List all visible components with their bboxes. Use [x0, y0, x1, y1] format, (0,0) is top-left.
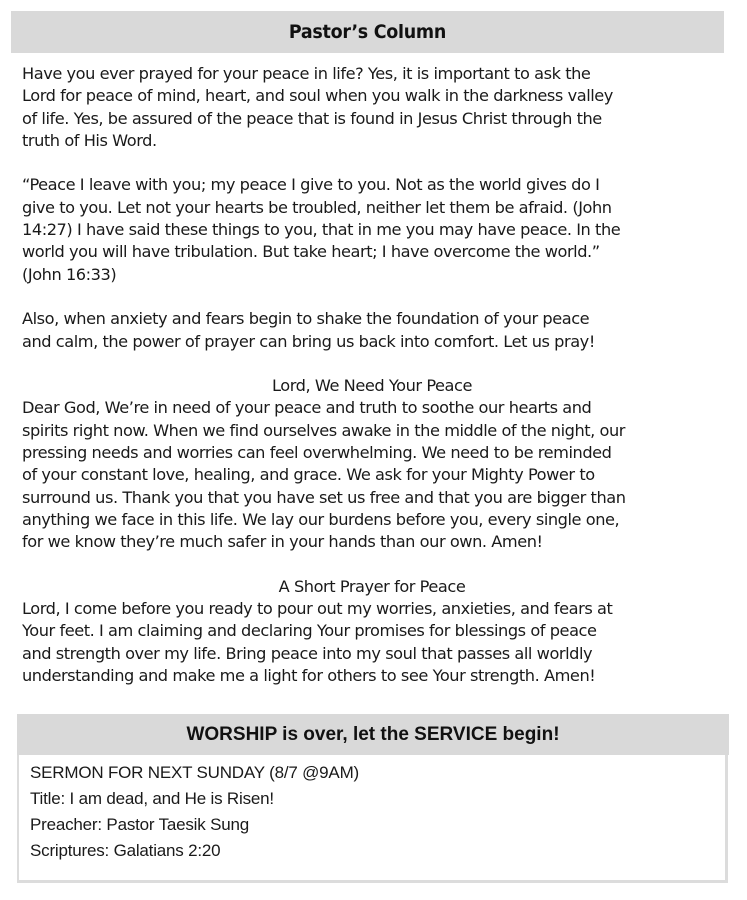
- transition-line: and calm, the power of prayer can bring us back into comfort. Let us pray!: [22, 331, 595, 351]
- sermon-info-box: [17, 755, 728, 883]
- pastors-column-header: [11, 11, 724, 53]
- sermon-preacher: Preacher: Pastor Taesik Sung: [30, 815, 249, 834]
- prayer-line: spirits right now. When we find ourselves awake in the middle of the night, our: [22, 420, 626, 440]
- sermon-title: Title: I am dead, and He is Risen!: [30, 789, 274, 808]
- intro-line: Have you ever prayed for your peace in life? Yes, it is important to ask the: [22, 64, 591, 83]
- intro-paragraph: [22, 63, 722, 152]
- service-banner: [17, 714, 729, 755]
- paragraph-spacer: [22, 554, 722, 576]
- quote-line: 14:27) I have said these things to you, that in me you may have peace. In the: [22, 220, 621, 240]
- prayer-line: pressing needs and worries can feel overwhelming. We need to be reminded: [22, 443, 612, 463]
- transition-paragraph: [22, 308, 722, 353]
- paragraph-spacer: [22, 152, 722, 174]
- pastors-column-body: [22, 63, 722, 687]
- prayer-line: and strength over my life. Bring peace into my soul that passes all worldly: [22, 643, 593, 663]
- prayer-line: Dear God, We’re in need of your peace and truth to soothe our hearts and: [22, 398, 592, 418]
- prayer-line: surround us. Thank you that you have set us free and that you are bigger than: [22, 487, 626, 507]
- service-banner-title: WORSHIP is over, let the SERVICE begin!: [186, 723, 560, 745]
- scripture-quote: [22, 174, 722, 285]
- sermon-scriptures: Scriptures: Galatians 2:20: [30, 841, 221, 860]
- pastors-column-title: Pastor’s Column: [288, 21, 447, 43]
- prayer-line: Lord, I come before you ready to pour out my worries, anxieties, and fears at: [22, 599, 613, 619]
- prayer-line: for we know they’re much safer in your hands than our own. Amen!: [22, 532, 543, 552]
- prayer-title: A Short Prayer for Peace: [278, 576, 466, 596]
- sermon-heading: SERMON FOR NEXT SUNDAY (8/7 @9AM): [30, 763, 359, 782]
- transition-line: Also, when anxiety and fears begin to shake the foundation of your peace: [22, 309, 590, 329]
- prayer-line: Your feet. I am claiming and declaring Your promises for blessings of peace: [22, 621, 597, 641]
- prayer-title: Lord, We Need Your Peace: [271, 376, 472, 396]
- prayer-line: anything we face in this life. We lay our burdens before you, every single one,: [22, 509, 620, 529]
- quote-line: (John 16:33): [22, 264, 117, 284]
- quote-line: give to you. Let not your hearts be troubled, neither let them be afraid. (John: [22, 197, 612, 217]
- intro-line: truth of His Word.: [22, 130, 157, 150]
- intro-line: of life. Yes, be assured of the peace that is found in Jesus Christ through the: [22, 108, 602, 128]
- prayer-lord-we-need-your-peace: [22, 375, 722, 553]
- prayer-line: understanding and make me a light for others to see Your strength. Amen!: [22, 666, 596, 686]
- quote-line: “Peace I leave with you; my peace I give to you. Not as the world gives do I: [22, 175, 600, 195]
- prayer-line: of your constant love, healing, and grace. We ask for your Mighty Power to: [22, 465, 595, 485]
- quote-line: world you will have tribulation. But take heart; I have overcome the world.”: [22, 242, 600, 262]
- prayer-short-prayer-for-peace: [22, 576, 722, 687]
- paragraph-spacer: [22, 353, 722, 375]
- paragraph-spacer: [22, 286, 722, 308]
- intro-line: Lord for peace of mind, heart, and soul when you walk in the darkness valley: [22, 86, 613, 106]
